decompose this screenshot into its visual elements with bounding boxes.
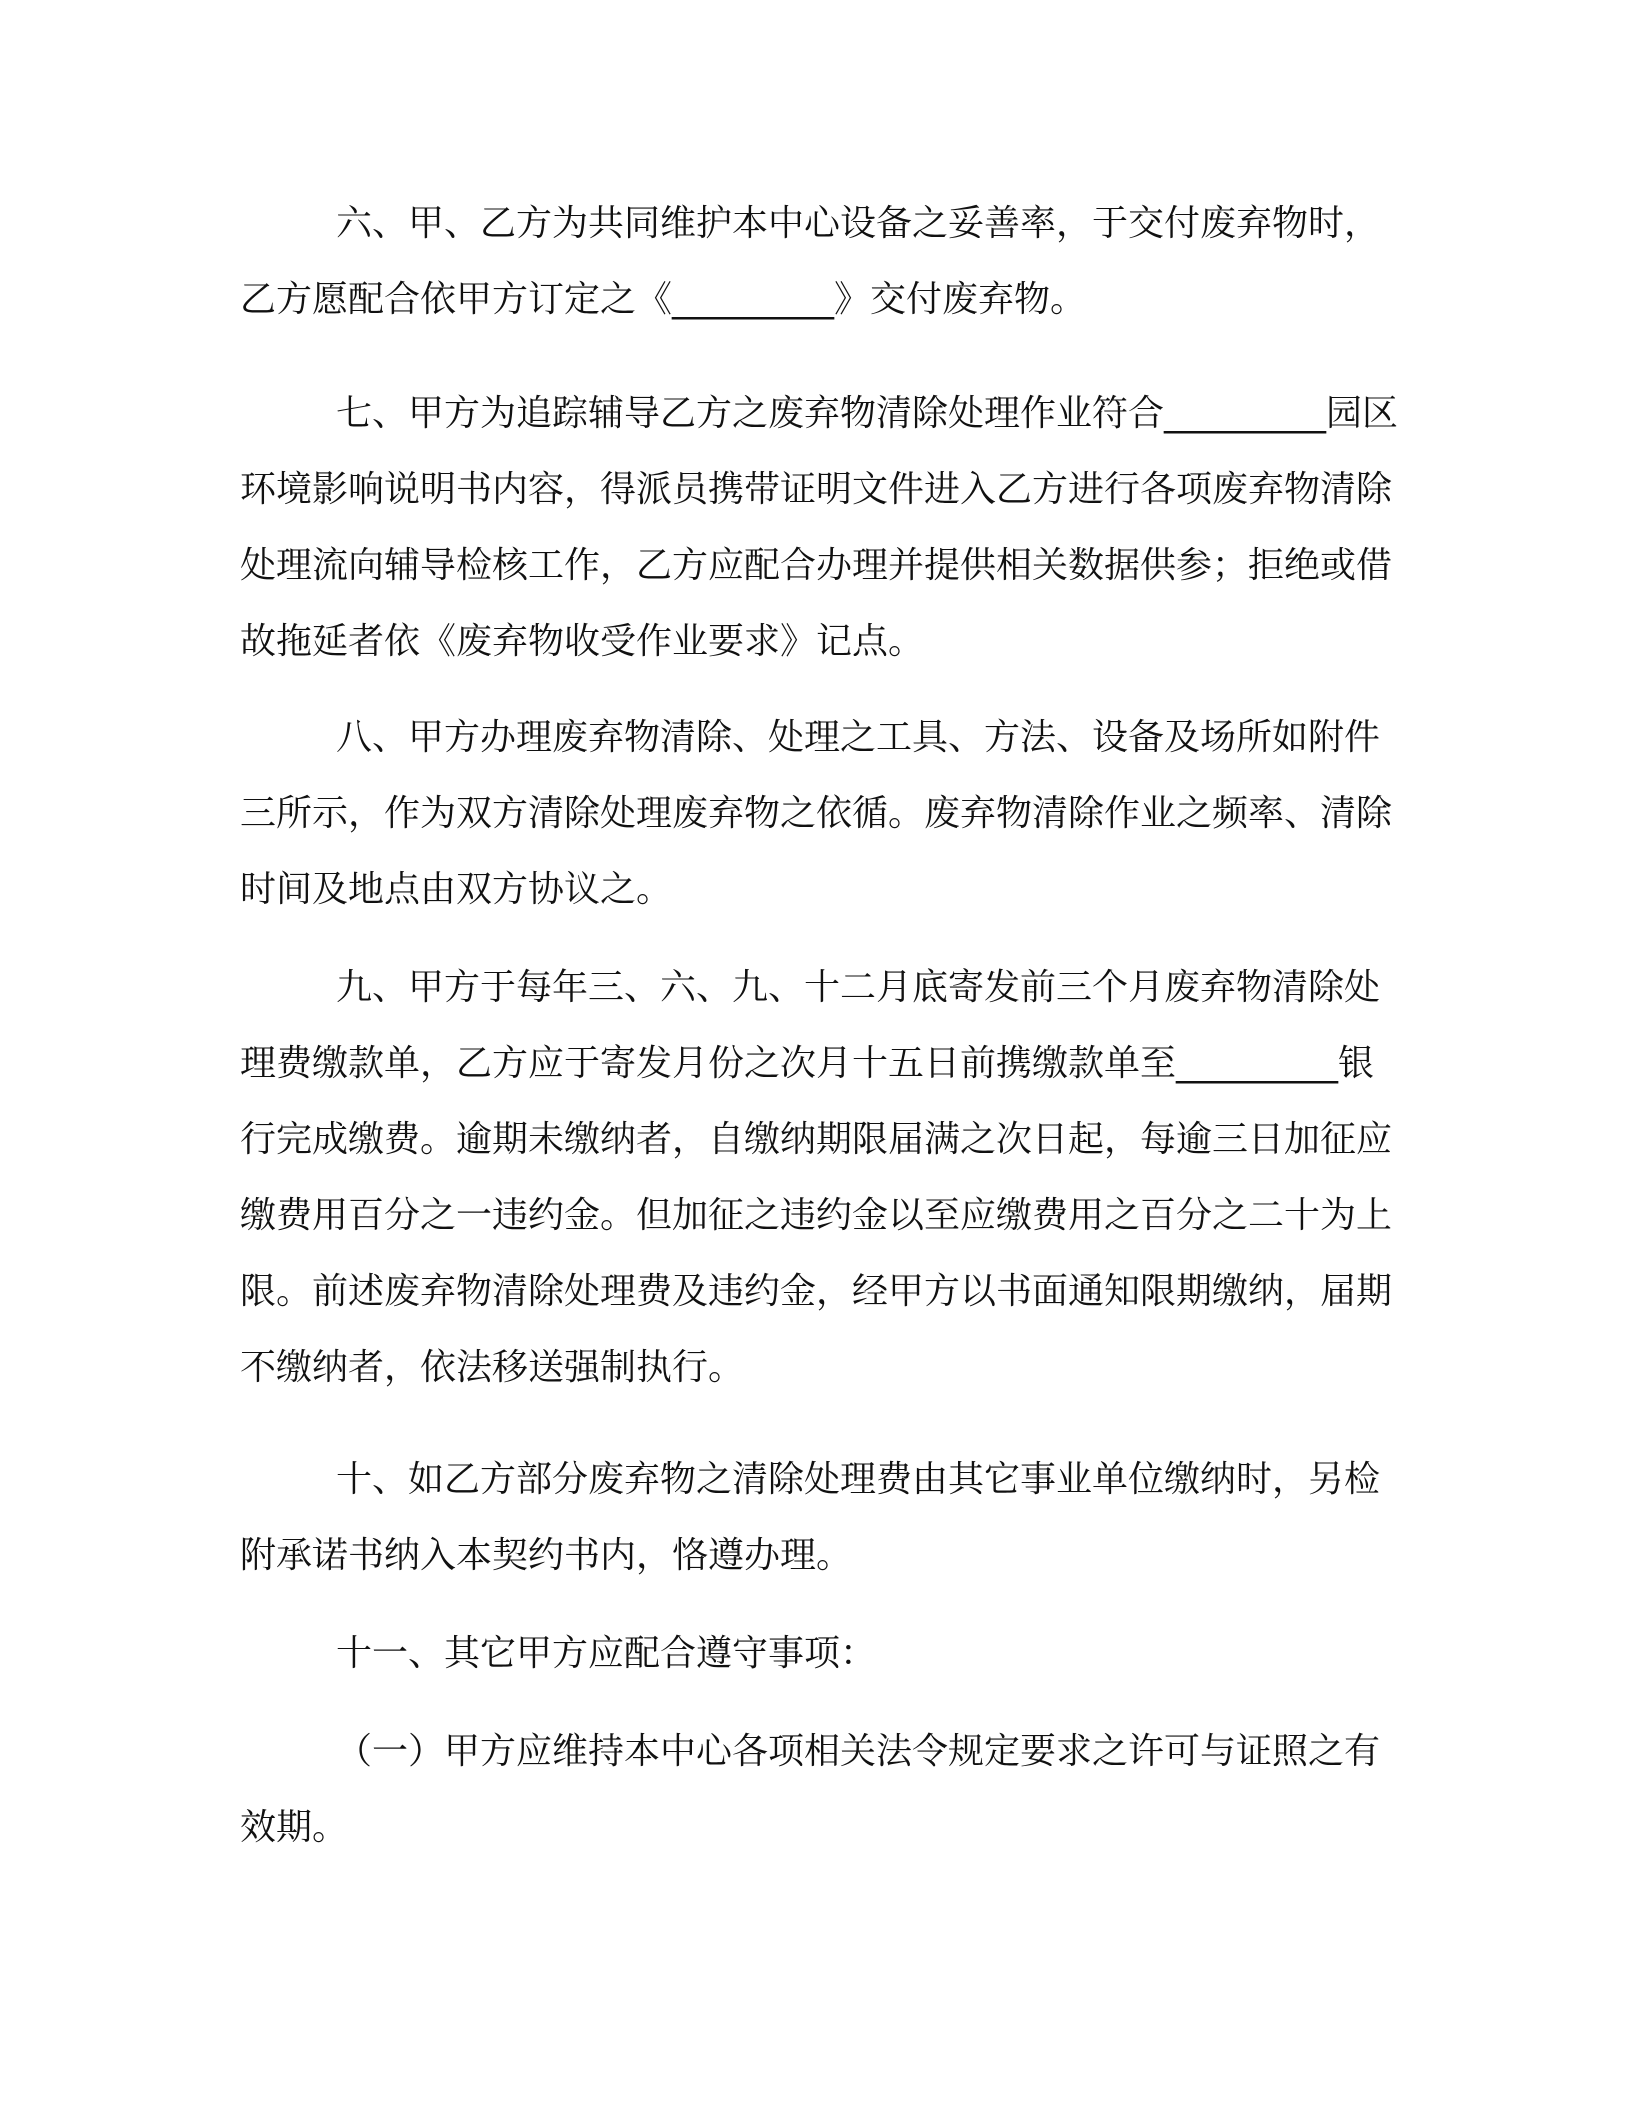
- clause-9: 九、甲方于每年三、六、九、十二月底寄发前三个月废弃物清除处理费缴款单，乙方应于寄发月份之次月十五日前携缴款单至_________银行完成缴费。逾期未缴纳者，自缴纳期限届满之次日起，每逾三日加征应缴费用百分之一违约金。但加征之违约金以至应缴费用之百分之二十为上限。前述废弃物清除处理费及违约金，经甲方以书面通知限期缴纳，届期不缴纳者，依法移送强制执行。: [240, 967, 1393, 1388]
- clause-11: 十一、其它甲方应配合遵守事项：: [336, 1633, 877, 1674]
- clause-6: 六、甲、乙方为共同维护本中心设备之妥善率，于交付废弃物时，乙方愿配合依甲方订定之《_________》交付废弃物。: [240, 203, 1381, 320]
- clause-11-item-1: （一）甲方应维持本中心各项相关法令规定要求之许可与证照之有效期。: [240, 1731, 1381, 1848]
- clause-10: 十、如乙方部分废弃物之清除处理费由其它事业单位缴纳时，另检附承诺书纳入本契约书内，恪遵办理。: [240, 1459, 1381, 1576]
- clause-8: 八、甲方办理废弃物清除、处理之工具、方法、设备及场所如附件三所示，作为双方清除处理废弃物之依循。废弃物清除作业之频率、清除时间及地点由双方协议之。: [240, 717, 1393, 910]
- clause-7: 七、甲方为追踪辅导乙方之废弃物清除处理作业符合_________园区环境影响说明书内容，得派员携带证明文件进入乙方进行各项废弃物清除处理流向辅导检核工作，乙方应配合办理并提供相关数据供参；拒绝或借故拖延者依《废弃物收受作业要求》记点。: [240, 393, 1399, 662]
